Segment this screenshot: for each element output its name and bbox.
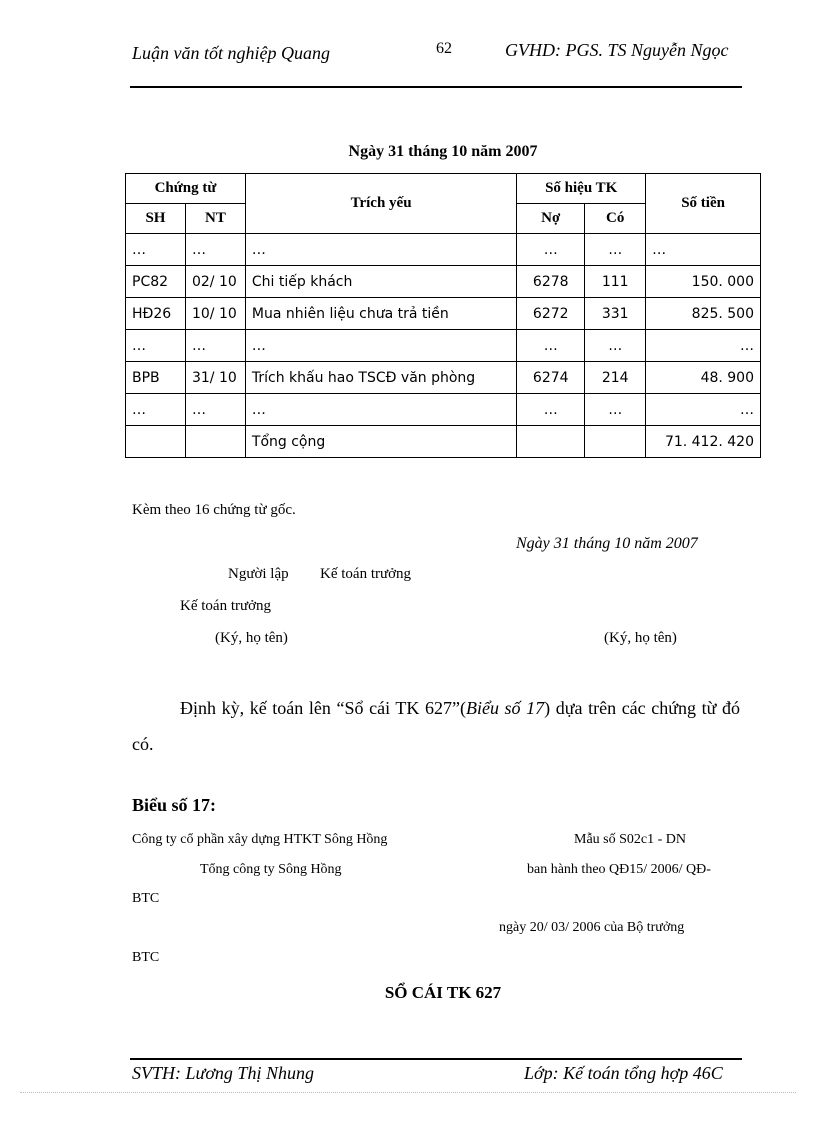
cell-nt: … xyxy=(185,394,245,426)
footer-student: SVTH: Lương Thị Nhung xyxy=(132,1063,314,1083)
footer-class: Lớp: Kế toán tổng hợp 46C xyxy=(524,1063,723,1083)
table-total-row xyxy=(126,426,761,458)
cell-nt: 02/ 10 xyxy=(185,266,245,298)
cell-amount: 825. 500 xyxy=(646,298,761,330)
decree-line-2: ngày 20/ 03/ 2006 của Bộ trưởng xyxy=(499,920,685,935)
table-row xyxy=(126,234,761,266)
cell-nt: 10/ 10 xyxy=(185,298,245,330)
company-name: Công ty cổ phần xây dựng HTKT Sông Hồng xyxy=(132,832,388,847)
page-number: 62 xyxy=(436,40,452,57)
cell-amount: … xyxy=(646,394,761,426)
cell-debit-account: 6272 xyxy=(517,298,585,330)
form-number: Mẫu số S02c1 - DN xyxy=(574,832,686,847)
cell-nt: … xyxy=(185,330,245,362)
cell-sh: HĐ26 xyxy=(126,298,186,330)
btc-line-1: BTC xyxy=(132,891,160,906)
cell-amount: 48. 900 xyxy=(646,362,761,394)
col-header-no: Nợ xyxy=(517,204,585,234)
header-thesis-title: Luận văn tốt nghiệp Quang xyxy=(132,43,330,63)
decree-line-1: ban hành theo QĐ15/ 2006/ QĐ- xyxy=(527,862,711,877)
cell-description: … xyxy=(245,234,516,266)
cell-amount: … xyxy=(646,234,761,266)
cell-sh: … xyxy=(126,330,186,362)
paragraph-reference: Biểu số 17 xyxy=(465,698,545,718)
col-header-so-tien: Số tiền xyxy=(646,174,761,234)
btc-line-2: BTC xyxy=(132,950,160,965)
form-heading: Biểu số 17: xyxy=(132,795,217,815)
body-paragraph xyxy=(132,690,740,762)
total-amount: 71. 412. 420 xyxy=(646,426,761,458)
table-row xyxy=(126,330,761,362)
cell-sh: … xyxy=(126,394,186,426)
header-rule xyxy=(130,86,742,88)
cell-nt: … xyxy=(185,234,245,266)
signer-chief-accountant: Kế toán trưởng xyxy=(320,566,412,582)
cell-description: Mua nhiên liệu chưa trả tiền xyxy=(245,298,516,330)
voucher-table xyxy=(125,173,761,458)
cell-description: Chi tiếp khách xyxy=(245,266,516,298)
signature-date: Ngày 31 tháng 10 năm 2007 xyxy=(516,535,698,552)
table-row xyxy=(126,266,761,298)
cell-sh: PC82 xyxy=(126,266,186,298)
table-row xyxy=(126,298,761,330)
cell-sh: … xyxy=(126,234,186,266)
cell-amount: … xyxy=(646,330,761,362)
ledger-title: SỔ CÁI TK 627 xyxy=(384,983,502,1002)
cell-debit-account: 6278 xyxy=(517,266,585,298)
table-row xyxy=(126,394,761,426)
cell-credit-account: … xyxy=(585,394,646,426)
cell-credit-account: 111 xyxy=(585,266,646,298)
cell-description: Trích khấu hao TSCĐ văn phòng xyxy=(245,362,516,394)
col-header-so-hieu-tk: Số hiệu TK xyxy=(517,174,646,204)
paragraph-text-before: Định kỳ, kế toán lên “Sổ cái TK 627”( xyxy=(180,698,466,718)
voucher-date-title: Ngày 31 tháng 10 năm 2007 xyxy=(348,143,538,160)
cell-credit-account: … xyxy=(585,234,646,266)
signer-chief-accountant-2: Kế toán trưởng xyxy=(180,598,272,614)
cell-description: … xyxy=(245,394,516,426)
signature-note-right: (Ký, họ tên) xyxy=(604,630,677,646)
cell-debit-account: … xyxy=(517,234,585,266)
parent-company: Tổng công ty Sông Hồng xyxy=(200,862,342,877)
cell-amount: 150. 000 xyxy=(646,266,761,298)
header-supervisor: GVHD: PGS. TS Nguyễn Ngọc xyxy=(505,40,729,60)
table-header-row xyxy=(126,174,761,204)
total-label: Tổng cộng xyxy=(245,426,516,458)
cell-nt: 31/ 10 xyxy=(185,362,245,394)
cell-description: … xyxy=(245,330,516,362)
cell-debit-account: 6274 xyxy=(517,362,585,394)
col-header-nt: NT xyxy=(185,204,245,234)
col-header-trich-yeu: Trích yếu xyxy=(245,174,516,234)
signature-note-left: (Ký, họ tên) xyxy=(215,630,288,646)
attachment-note: Kèm theo 16 chứng từ gốc. xyxy=(132,502,296,518)
cell-credit-account: 214 xyxy=(585,362,646,394)
col-header-sh: SH xyxy=(126,204,186,234)
cell-credit-account: … xyxy=(585,330,646,362)
cell-debit-account: … xyxy=(517,394,585,426)
signer-maker: Người lập xyxy=(228,566,289,582)
footer-rule xyxy=(130,1058,742,1060)
table-row xyxy=(126,362,761,394)
col-header-co: Có xyxy=(585,204,646,234)
cell-debit-account: … xyxy=(517,330,585,362)
page-edge-divider xyxy=(20,1092,796,1093)
cell-credit-account: 331 xyxy=(585,298,646,330)
col-header-chung-tu: Chứng từ xyxy=(126,174,246,204)
cell-sh: BPB xyxy=(126,362,186,394)
paragraph-text-after: ) dựa trên các chứng từ đó có. xyxy=(132,698,740,754)
